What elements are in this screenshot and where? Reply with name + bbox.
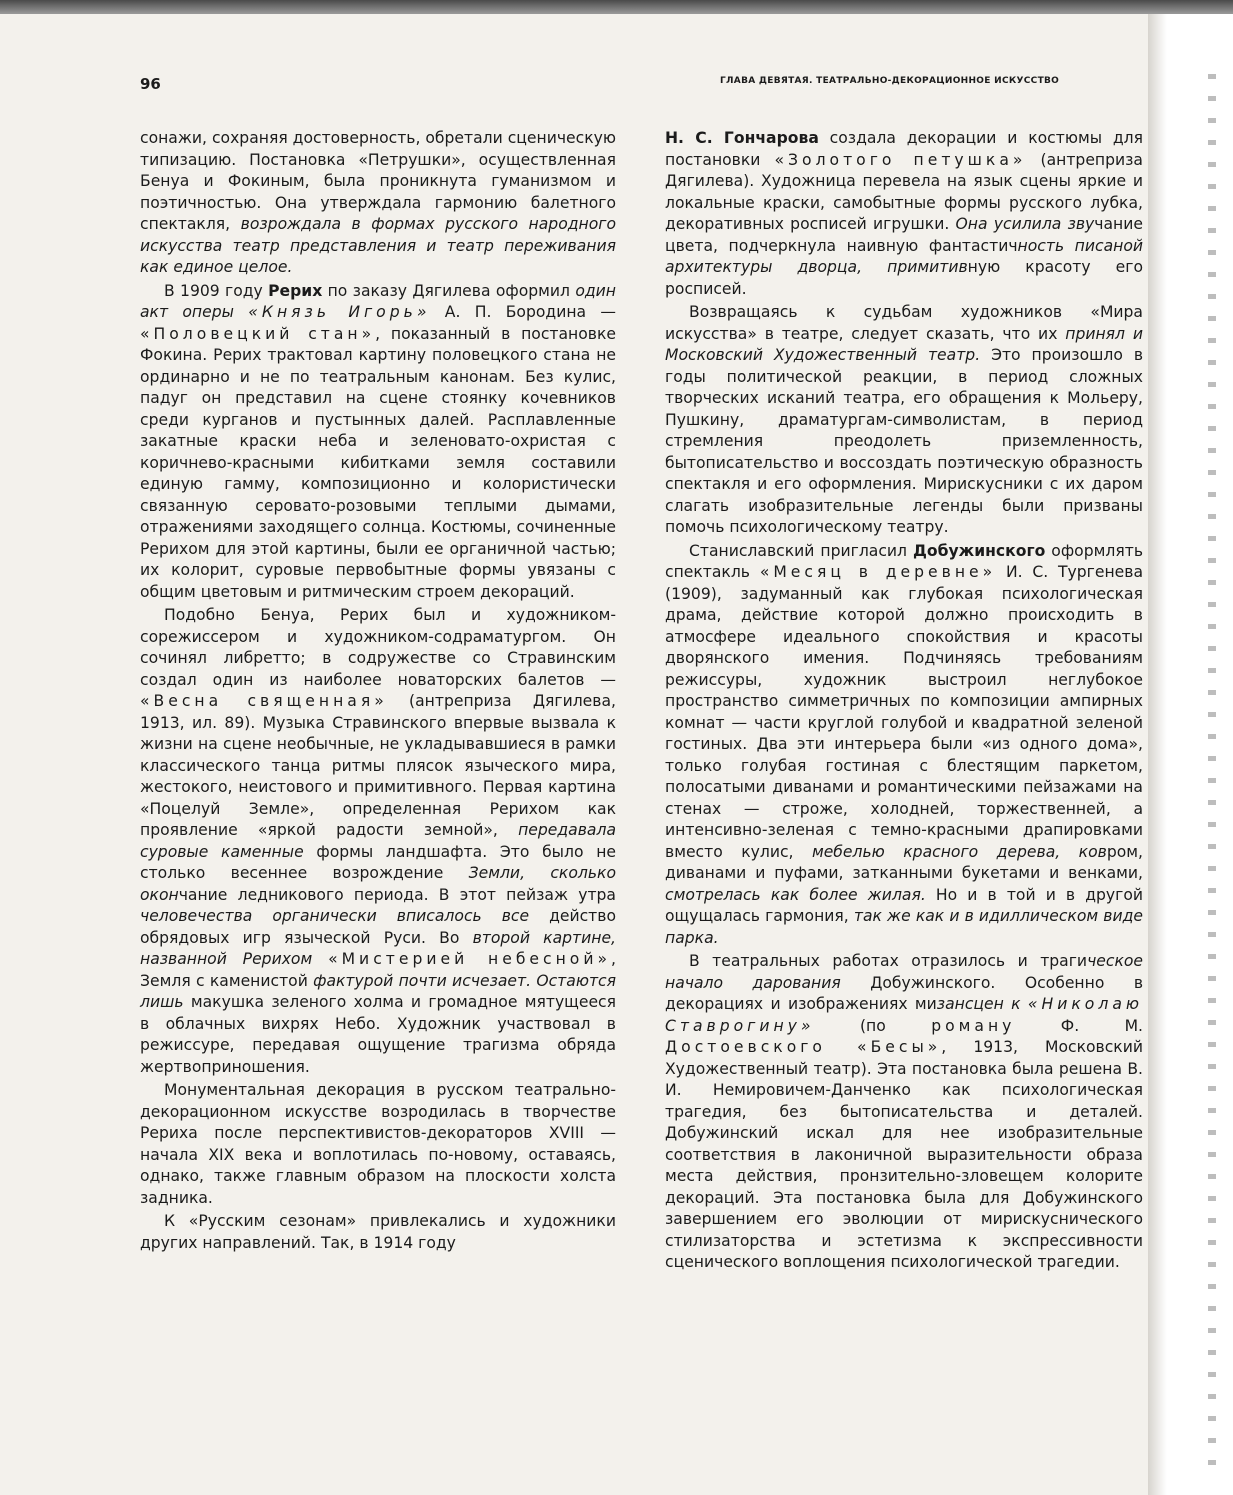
- italic-run: фактурой почти исчезает. Остаются лишь: [140, 971, 616, 1011]
- facing-page-ink-mark: [1208, 580, 1216, 585]
- text-run: оформлять спектакль: [665, 541, 1144, 581]
- facing-page-ink-mark: [1208, 954, 1216, 959]
- facing-page-ink-mark: [1208, 998, 1216, 1003]
- text-run: по заказу Дягилева оформил: [322, 281, 576, 300]
- italic-run: Она усилила зву: [955, 215, 1095, 233]
- facing-page-ink-mark: [1208, 338, 1216, 343]
- paragraph: [140, 605, 616, 1078]
- text-run: Это произошло в годы политической реакции, в период сложных творческих исканий театра, его обращения к Мольеру, Пушкину, драматургам-символистам, в период стремления преодолеть приземленность, бытописательство и воссоздать поэтическую образность спектакля и его оформления. Мирискусники с их даром слагать изобразительные легенды были призваны помочь психологическому театру.: [665, 346, 1144, 536]
- page-number: 96: [140, 75, 161, 93]
- text-run: А. П. Бородина —: [430, 303, 616, 321]
- text-run: Подобно Бенуа, Рерих был и художником-сорежиссером и художником-содраматургом. Он сочинял либретто; в содружестве со Стравинским создал один из наиболее новаторских балетов —: [140, 606, 616, 689]
- facing-page-ink-mark: [1208, 976, 1216, 981]
- facing-page-ink-mark: [1208, 624, 1216, 629]
- scan-top-edge: [0, 0, 1233, 14]
- facing-page-ink-mark: [1208, 118, 1216, 123]
- facing-page-ink-mark: [1208, 228, 1216, 233]
- text-run: Станиславский пригласил: [689, 541, 914, 560]
- text-run: (антреприза Дягилева). Художница перевела на язык сцены яркие и локальные краски, самобытные формы русского лубка, декоративных росписей игрушки.: [665, 150, 1143, 233]
- text-run: В театральных работах отразилось и траги: [689, 952, 1088, 970]
- spaced-title: «Весна священная»: [140, 692, 388, 710]
- italic-run: Земли, сколько окон: [140, 864, 616, 904]
- facing-page-ink-mark: [1208, 1042, 1216, 1047]
- facing-page-ink-mark: [1208, 492, 1216, 497]
- left-column: [140, 128, 616, 1254]
- running-header: ГЛАВА ДЕВЯТАЯ. ТЕАТРАЛЬНО-ДЕКОРАЦИОННОЕ ИСКУССТВО: [720, 76, 1060, 86]
- facing-page-ink-mark: [1208, 1174, 1216, 1179]
- text-run: Монументальная декорация в русском театрально-декорационном искусстве возродилась в творчестве Рериха после перспективистов-декораторов XVIII — начала XIX века и воплотилась по-новому, оставаясь, однако, также главным образом на плоскости холста задника.: [140, 1081, 616, 1207]
- text-run: В 1909 году: [164, 281, 269, 300]
- facing-page-ink-mark: [1208, 1020, 1216, 1025]
- facing-page-ink-mark: [1208, 668, 1216, 673]
- text-run: , Земля с каменистой: [140, 950, 616, 990]
- facing-page-ink-mark: [1208, 1152, 1216, 1157]
- facing-page-ink-mark: [1208, 1196, 1216, 1201]
- facing-page-ink-mark: [1208, 822, 1216, 827]
- facing-page-ink-mark: [1208, 558, 1216, 563]
- spaced-title: Достоевского «Бесы»: [665, 1038, 942, 1056]
- facing-page-ink-mark: [1208, 734, 1216, 739]
- facing-page-ink-mark: [1208, 1262, 1216, 1267]
- paragraph: [665, 302, 1143, 539]
- facing-page-ink-mark: [1208, 1284, 1216, 1289]
- italic-run: человечества органически вписалось все: [140, 907, 530, 925]
- facing-page-ink-mark: [1208, 1350, 1216, 1355]
- facing-page-ink-mark: [1208, 1328, 1216, 1333]
- facing-page-ink-mark: [1208, 1372, 1216, 1377]
- paragraph: [140, 128, 616, 279]
- facing-page-ink-mark: [1208, 866, 1216, 871]
- text-run: И. С. Тургенева (1909), задуманный как глубокая психологическая драма, действие которой должно происходить в атмосфере идеального спокойствия и красоты дворянского имения. Подчиняясь требованиям режиссуры, художник выстроил неглубокое пространство симметричных по композиции ампирных комнат — части круглой голубой и квадратной зеленой гостиных. Два эти интерьера были «из одного дома», только голубая гостиная с блестящим паркетом, полосатыми диванами и романтическими пейзажами на стенах — строже, холодней, торжественней, а интенсивно-зеленая с темно-красными драпировками вместо кулис,: [665, 563, 1143, 861]
- text-run: создала декорации и костюмы для постановки: [665, 129, 1143, 169]
- facing-page-ink-mark: [1208, 932, 1216, 937]
- facing-page-ink-mark: [1208, 712, 1216, 717]
- bold-name: Рерих: [268, 281, 323, 300]
- facing-page-ink-mark: [1208, 800, 1216, 805]
- italic-run: один акт оперы: [140, 281, 616, 321]
- text-run: чание цвета, подчеркнула наивную фантастич: [665, 215, 1143, 255]
- facing-page-ink-mark: [1208, 96, 1216, 101]
- facing-page-ink-mark: [1208, 536, 1216, 541]
- facing-page-ink-mark: [1208, 360, 1216, 365]
- spaced-title: «Золотого петушка»: [774, 150, 1027, 169]
- facing-page-ink-mark: [1208, 910, 1216, 915]
- facing-page-ink-mark: [1208, 1416, 1216, 1421]
- facing-page-ink-mark: [1208, 470, 1216, 475]
- facing-page-ink-mark: [1208, 778, 1216, 783]
- facing-page-ink-mark: [1208, 1460, 1216, 1465]
- text-run: ром, диванами и пуфами, затканными букетами и венками,: [665, 842, 1143, 882]
- facing-page-ink-mark: [1208, 514, 1216, 519]
- text-run: Но и в той и в другой ощущалась гармония,: [665, 885, 1143, 925]
- facing-page-ink-mark: [1208, 140, 1216, 145]
- text-run: формы ландшафта. Это было не столько весеннее возрождение: [140, 842, 616, 882]
- text-run: К «Русским сезонам» привлекались и художники других направлений. Так, в 1914 году: [140, 1212, 616, 1252]
- paragraph: [140, 1080, 616, 1209]
- facing-page-ink-mark: [1208, 426, 1216, 431]
- italic-run: второй картине, названной Рерихом: [140, 928, 616, 968]
- text-run: чание ледникового периода. В этот пейзаж утра: [178, 885, 616, 904]
- facing-page-ink-mark: [1208, 272, 1216, 277]
- text-run: , 1913, Московский Художественный театр). Эта постановка была решена В. И. Немировичем-Данченко как психологическая трагедия, без бытописательства и деталей. Добужинский искал для нее изобразительные соответствия в лаконичной выразительности образа места действия, пронзительно-зловещем колорите декораций. Эта постановка была для Добужинского завершением его эволюции от мирискуснического стилизаторства и эстетизма к экспрессивности сценического воплощения психологической трагедии.: [665, 1038, 1143, 1271]
- paragraph: [665, 128, 1143, 300]
- italic-run: принял и Московский Художественный театр.: [665, 324, 1143, 364]
- bold-name: Добужинского: [913, 541, 1046, 560]
- text-run: сонажи, сохраняя достоверность, обретали сценическую типизацию. Постановка «Петрушки», осуществленная Бенуа и Фокиным, была проникнута гуманизмом и поэтичностью. Она утверждала гармонию балетного спектакля,: [140, 129, 616, 233]
- text-run: ную красоту его росписей.: [665, 258, 1144, 298]
- facing-page-ink-mark: [1208, 756, 1216, 761]
- text-run: Возвращаясь к судьбам художников «Мира искусства» в театре, следует сказать, что их: [665, 303, 1143, 343]
- paragraph: [665, 541, 1143, 950]
- text-run: (по: [814, 1016, 932, 1035]
- paragraph: [665, 951, 1143, 1274]
- facing-page-ink-mark: [1208, 844, 1216, 849]
- facing-page-ink-mark: [1208, 1240, 1216, 1245]
- spaced-title: «Мистерией небесной»: [328, 950, 612, 968]
- italic-run: мебелью красного дерева, ков: [811, 842, 1107, 861]
- right-column: [665, 128, 1143, 1274]
- text-run: Ф. М.: [1015, 1016, 1143, 1035]
- italic-run: так же как и в идиллическом виде парка.: [665, 907, 1143, 947]
- facing-page-ink-mark: [1208, 206, 1216, 211]
- facing-page-ink-mark: [1208, 1394, 1216, 1399]
- spaced-title: роману: [931, 1016, 1016, 1035]
- paragraph: [140, 1211, 616, 1254]
- facing-page-ink-mark: [1208, 382, 1216, 387]
- text-run: Добужинского. Особенно в декорациях и изображениях ми: [665, 973, 1144, 1013]
- text-run: , показанный в постановке Фокина. Рерих трактовал картину половецкого стана не ординарно и не по театральным канонам. Без кулис, падуг он представил на сцене стоянку кочевников среди курганов и пустынных далей. Расплавленные закатные краски неба и зеленовато-охристая с коричнево-красными кибитками земля составили единую гамму, композиционно и колористически связанную серовато-розовыми теплыми дымами, отражениями заходящего солнца. Костюмы, сочиненные Рерихом для этой картины, были ее органичной частью; их колорит, суровые первобытные формы увязаны с общим цветовым и ритмическим строем декораций.: [140, 324, 616, 601]
- facing-page-ink-mark: [1208, 1218, 1216, 1223]
- facing-page-ink-mark: [1208, 448, 1216, 453]
- italic-run: возрождала в формах русского народного искусства театр представления и театр переживания как единое целое.: [140, 215, 616, 276]
- italic-run: ность писаной архитектуры дворца, примитив: [665, 236, 1143, 276]
- facing-page-ink-mark: [1208, 646, 1216, 651]
- facing-page-ink-mark: [1208, 162, 1216, 167]
- facing-page-ink-mark: [1208, 1130, 1216, 1135]
- spaced-title: «Николаю Ставрогину»: [665, 995, 1143, 1035]
- facing-page-ink-mark: [1208, 404, 1216, 409]
- spaced-title: «Половецкий стан»: [140, 324, 376, 343]
- italic-run: передавала суровые каменные: [140, 821, 616, 861]
- spaced-title: «Месяц в деревне»: [759, 563, 997, 581]
- facing-page-ink-mark: [1208, 74, 1216, 79]
- facing-page-edge: [1148, 14, 1233, 1495]
- text-run: действо обрядовых игр языческой Руси. Во: [140, 907, 616, 947]
- facing-page-ink-mark: [1208, 1306, 1216, 1311]
- facing-page-ink-mark: [1208, 184, 1216, 189]
- facing-page-ink-mark: [1208, 888, 1216, 893]
- paragraph: [140, 281, 616, 604]
- facing-page-ink-mark: [1208, 250, 1216, 255]
- facing-page-ink-mark: [1208, 294, 1216, 299]
- facing-page-ink-mark: [1208, 316, 1216, 321]
- text-run: макушка зеленого холма и громадное мятущееся в облачных вихрях Небо. Художник участвовал в режиссуре, передавая ощущение трагизма обряда жертвоприношения.: [140, 993, 616, 1076]
- italic-run: ческое начало дарования: [665, 952, 1143, 992]
- italic-run: смотрелась как более жилая.: [665, 885, 926, 904]
- facing-page-ink-mark: [1208, 1086, 1216, 1091]
- italic-run: зансцен к: [936, 995, 1028, 1013]
- facing-page-ink-mark: [1208, 602, 1216, 607]
- bold-name: Н. С. Гончарова: [665, 129, 819, 147]
- facing-page-ink-mark: [1208, 1064, 1216, 1069]
- text-run: (антреприза Дягилева, 1913, ил. 89). Музыка Стравинского впервые вызвала к жизни на сцене необычные, не укладывавшиеся в рамки классического танца ритмы плясок языческого мира, жестокого, неистового и примитивного. Первая картина «Поцелуй Земле», определенная Рерихом как проявление «яркой радости земной»,: [140, 692, 616, 839]
- facing-page-ink-mark: [1208, 1438, 1216, 1443]
- spaced-title: «Князь Игорь»: [248, 303, 431, 321]
- facing-page-ink-mark: [1208, 1108, 1216, 1113]
- facing-page-ink-mark: [1208, 690, 1216, 695]
